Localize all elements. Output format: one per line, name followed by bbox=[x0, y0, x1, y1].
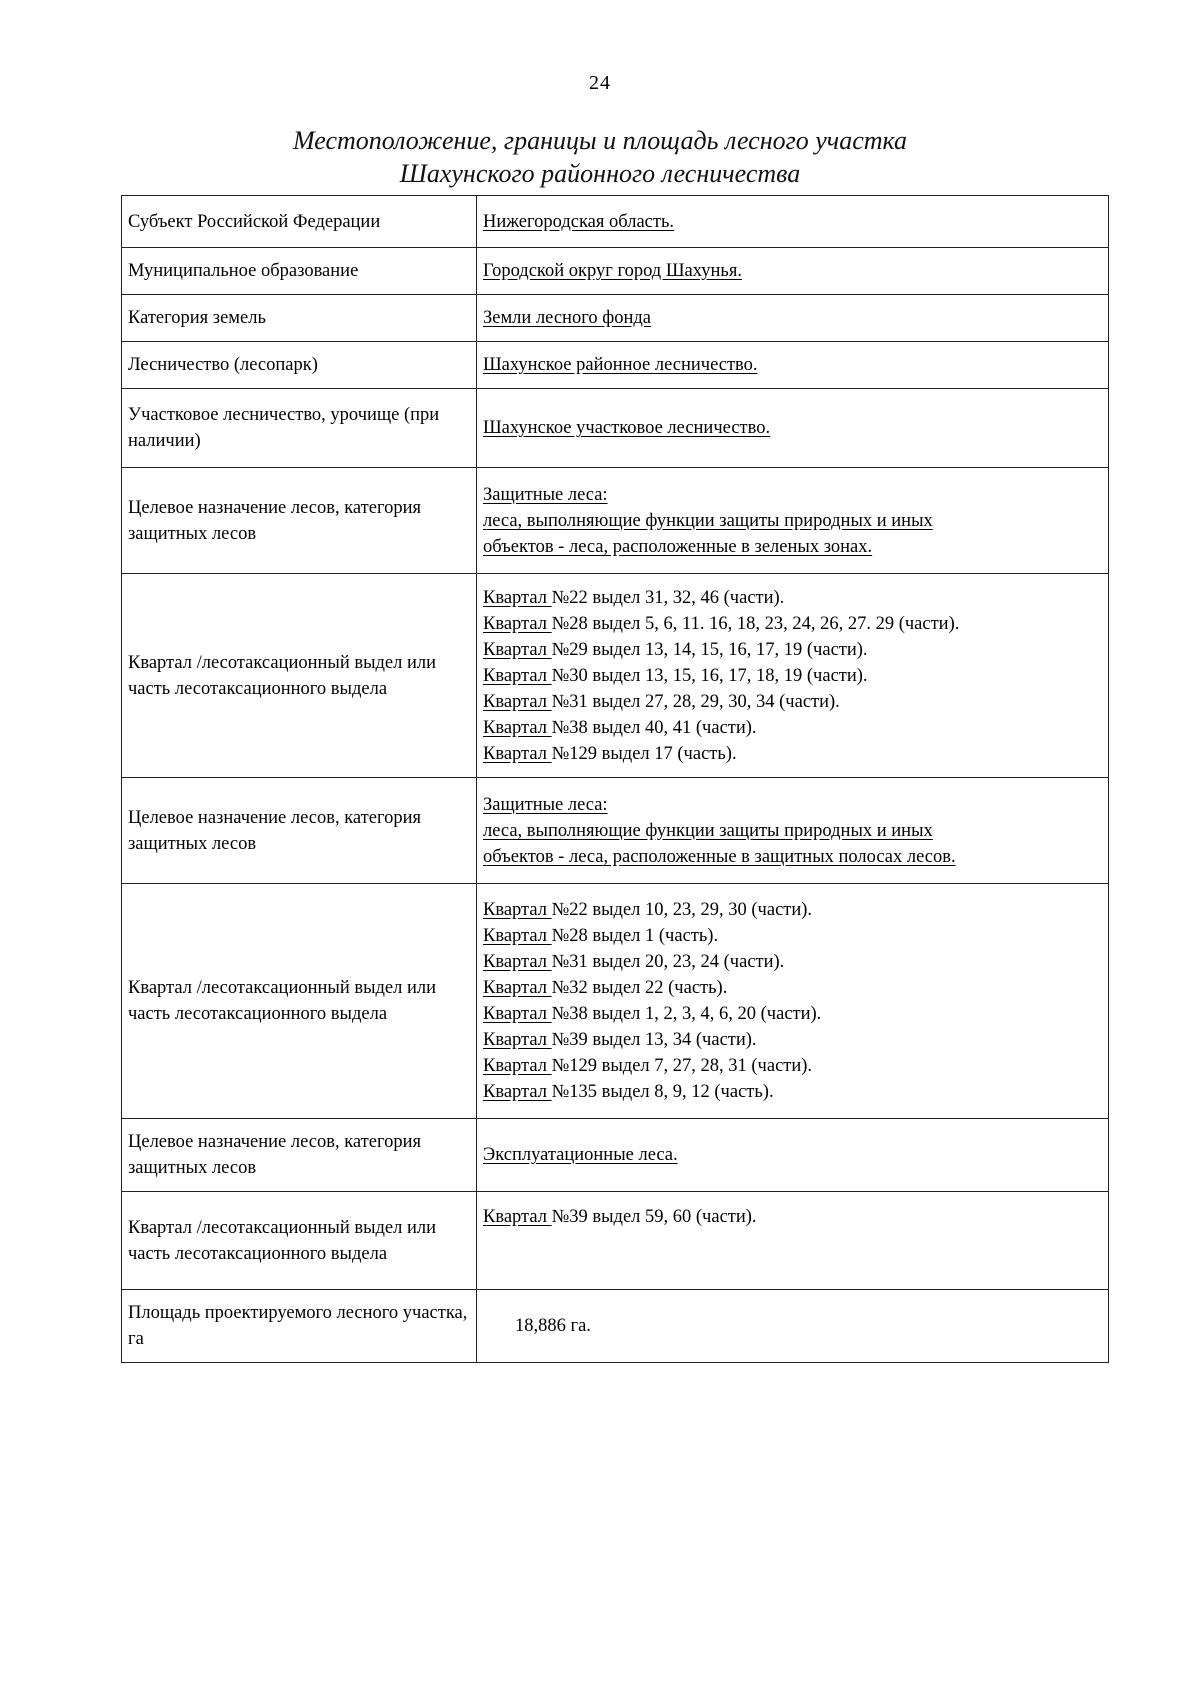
row-label: Лесничество (лесопарк) bbox=[122, 342, 477, 389]
title-line-2: Шахунского районного лесничества bbox=[399, 159, 801, 188]
value-text: Шахунское участковое лесничество. bbox=[483, 418, 771, 438]
row-label: Квартал /лесотаксационный выдел или часть лесотаксационного выдела bbox=[122, 574, 477, 778]
kvartal-line: Квартал №29 выдел 13, 14, 15, 16, 17, 19 (части). bbox=[483, 639, 868, 660]
kvartal-line: Квартал №31 выдел 27, 28, 29, 30, 34 (части). bbox=[483, 691, 840, 712]
value-line: леса, выполняющие функции защиты природных и иных bbox=[483, 820, 933, 841]
value-line: объектов - леса, расположенные в зеленых зонах. bbox=[483, 536, 873, 557]
table-row bbox=[122, 884, 1109, 1119]
row-label: Целевое назначение лесов, категория защитных лесов bbox=[122, 468, 477, 574]
kvartal-line: Квартал №39 выдел 13, 34 (части). bbox=[483, 1030, 757, 1050]
kvartal-list bbox=[477, 884, 1109, 1119]
kvartal-line: Квартал №38 выдел 1, 2, 3, 4, 6, 20 (части). bbox=[483, 1004, 822, 1024]
value-text: Шахунское районное лесничество. bbox=[483, 355, 758, 375]
table-row bbox=[122, 468, 1109, 574]
kvartal-list bbox=[477, 1192, 1109, 1290]
table-row bbox=[122, 196, 1109, 248]
row-value bbox=[477, 295, 1109, 342]
row-value bbox=[477, 778, 1109, 884]
row-value bbox=[477, 1119, 1109, 1192]
kvartal-line: Квартал №32 выдел 22 (часть). bbox=[483, 978, 728, 998]
document-title bbox=[0, 124, 1200, 190]
row-value bbox=[477, 389, 1109, 468]
kvartal-line: Квартал №129 выдел 7, 27, 28, 31 (части). bbox=[483, 1056, 813, 1076]
row-value bbox=[477, 248, 1109, 295]
value-text: Нижегородская область. bbox=[483, 211, 675, 232]
row-label: Субъект Российской Федерации bbox=[122, 196, 477, 248]
row-label: Целевое назначение лесов, категория защитных лесов bbox=[122, 1119, 477, 1192]
row-label: Площадь проектируемого лесного участка, га bbox=[122, 1290, 477, 1363]
kvartal-line: Квартал №22 выдел 10, 23, 29, 30 (части). bbox=[483, 900, 813, 920]
kvartal-line: Квартал №22 выдел 31, 32, 46 (части). bbox=[483, 587, 785, 608]
table-row bbox=[122, 574, 1109, 778]
title-line-1: Местоположение, границы и площадь лесного участка bbox=[292, 126, 908, 155]
kvartal-line: Квартал №39 выдел 59, 60 (части). bbox=[483, 1207, 757, 1227]
row-label: Участковое лесничество, урочище (при наличии) bbox=[122, 389, 477, 468]
kvartal-list bbox=[477, 574, 1109, 778]
table-row bbox=[122, 1192, 1109, 1290]
row-value bbox=[477, 196, 1109, 248]
kvartal-line: Квартал №28 выдел 1 (часть). bbox=[483, 926, 719, 946]
table-row bbox=[122, 389, 1109, 468]
row-value bbox=[477, 468, 1109, 574]
row-label: Целевое назначение лесов, категория защитных лесов bbox=[122, 778, 477, 884]
value-line: объектов - леса, расположенные в защитных полосах лесов. bbox=[483, 846, 956, 867]
area-value: 18,886 га. bbox=[515, 1316, 591, 1336]
value-line: леса, выполняющие функции защиты природных и иных bbox=[483, 510, 933, 531]
row-label: Муниципальное образование bbox=[122, 248, 477, 295]
kvartal-line: Квартал №28 выдел 5, 6, 11. 16, 18, 23, 24, 26, 27. 29 (части). bbox=[483, 613, 960, 634]
value-line: Защитные леса: bbox=[483, 484, 608, 505]
table-row bbox=[122, 342, 1109, 389]
value-text: Городской округ город Шахунья. bbox=[483, 261, 742, 281]
value-text: Эксплуатационные леса. bbox=[483, 1145, 678, 1165]
row-value bbox=[477, 342, 1109, 389]
row-label: Квартал /лесотаксационный выдел или часть лесотаксационного выдела bbox=[122, 1192, 477, 1290]
kvartal-line: Квартал №38 выдел 40, 41 (части). bbox=[483, 717, 757, 738]
row-value bbox=[477, 1290, 1109, 1363]
kvartal-line: Квартал №30 выдел 13, 15, 16, 17, 18, 19 (части). bbox=[483, 665, 868, 686]
table-row bbox=[122, 1290, 1109, 1363]
kvartal-line: Квартал №129 выдел 17 (часть). bbox=[483, 743, 737, 764]
table-row bbox=[122, 1119, 1109, 1192]
table-row bbox=[122, 248, 1109, 295]
value-text: Земли лесного фонда bbox=[483, 308, 651, 328]
row-label: Категория земель bbox=[122, 295, 477, 342]
row-label: Квартал /лесотаксационный выдел или часть лесотаксационного выдела bbox=[122, 884, 477, 1119]
value-line: Защитные леса: bbox=[483, 794, 608, 815]
forest-plot-info-table bbox=[121, 195, 1109, 1363]
kvartal-line: Квартал №31 выдел 20, 23, 24 (части). bbox=[483, 952, 785, 972]
table-row bbox=[122, 778, 1109, 884]
page-number: 24 bbox=[589, 72, 611, 94]
kvartal-line: Квартал №135 выдел 8, 9, 12 (часть). bbox=[483, 1082, 774, 1102]
table-row bbox=[122, 295, 1109, 342]
